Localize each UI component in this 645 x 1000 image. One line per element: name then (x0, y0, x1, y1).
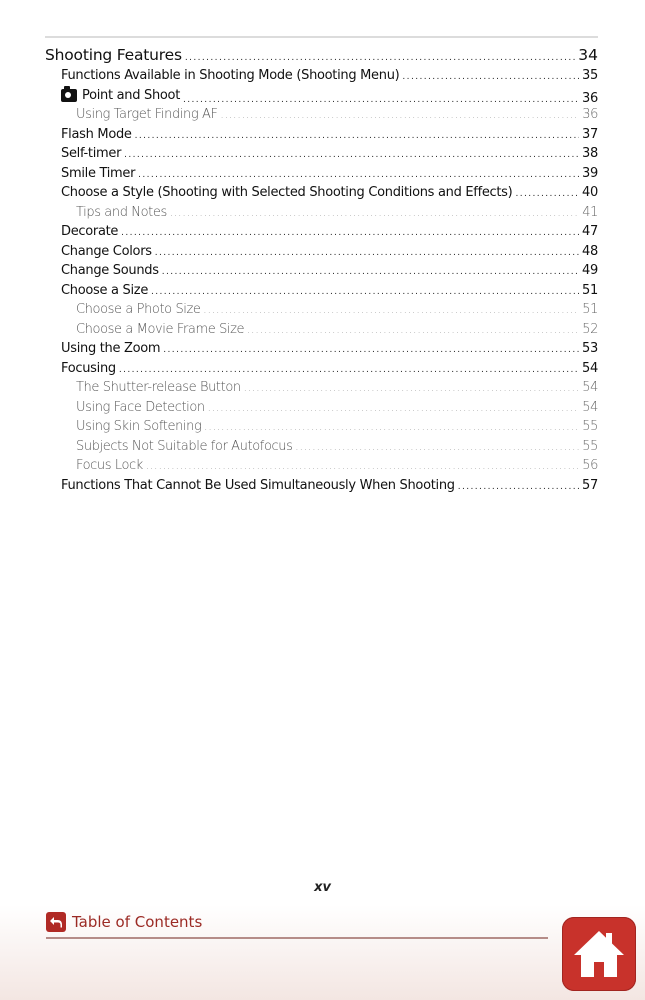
page-number: xv (314, 880, 331, 895)
top-divider (45, 36, 598, 38)
toc-entry[interactable] (45, 300, 598, 320)
toc-entry-label[interactable] (76, 437, 292, 457)
toc-entry-text[interactable]: Focus Lock (76, 458, 143, 473)
footer-divider (46, 937, 548, 939)
toc-entry-label[interactable] (61, 339, 160, 359)
toc-entry-page[interactable]: 54 (582, 380, 598, 395)
toc-entry-page[interactable]: 35 (582, 68, 598, 83)
toc-entry-text[interactable]: The Shutter-release Button (76, 380, 241, 395)
dot-leader (295, 439, 579, 459)
dot-leader (458, 478, 579, 498)
toc-entry-text[interactable]: Choose a Photo Size (76, 302, 201, 317)
dot-leader (204, 302, 580, 322)
dot-leader (515, 185, 579, 205)
toc-entry-text[interactable]: Choose a Movie Frame Size (76, 321, 245, 337)
toc-entry-label[interactable] (76, 203, 167, 223)
toc-entry[interactable] (45, 203, 598, 223)
dot-leader (402, 68, 579, 88)
table-of-contents-list (45, 44, 598, 495)
toc-entry[interactable] (45, 456, 598, 476)
toc-entry-text[interactable]: Choose a Size (61, 282, 149, 298)
toc-entry[interactable] (45, 105, 598, 125)
toc-entry-label[interactable] (61, 164, 135, 184)
dot-leader (135, 127, 579, 147)
toc-entry-text[interactable]: Functions That Cannot Be Used Simultaneously When Shooting (61, 477, 455, 493)
toc-entry[interactable] (45, 44, 598, 66)
toc-entry-text[interactable]: Change Sounds (61, 263, 159, 278)
toc-entry-page[interactable]: 49 (582, 263, 598, 278)
toc-entry-page[interactable]: 34 (578, 46, 598, 64)
table-of-contents-link-label[interactable]: Table of Contents (72, 913, 203, 931)
dot-leader (155, 244, 579, 264)
toc-entry[interactable] (45, 242, 598, 262)
toc-entry[interactable] (45, 476, 598, 496)
toc-entry-text[interactable]: Decorate (61, 224, 119, 239)
toc-entry-label[interactable] (45, 44, 182, 66)
toc-entry-text[interactable]: Using Face Detection (76, 399, 205, 415)
toc-entry-text[interactable]: Using Skin Softening (76, 419, 202, 434)
toc-entry-page[interactable]: 37 (582, 126, 598, 142)
toc-entry[interactable] (45, 417, 598, 437)
toc-entry[interactable] (45, 437, 598, 457)
home-button[interactable] (562, 917, 636, 991)
toc-entry-label[interactable] (76, 398, 205, 418)
dot-leader (162, 263, 579, 283)
toc-entry-page[interactable]: 56 (582, 458, 598, 473)
toc-entry-text[interactable]: Point and Shoot (82, 87, 180, 103)
toc-entry-text[interactable]: Flash Mode (61, 126, 132, 142)
toc-entry-text[interactable]: Tips and Notes (76, 204, 167, 220)
toc-entry-page[interactable]: 36 (582, 90, 598, 106)
toc-entry-page[interactable]: 51 (582, 302, 598, 317)
dot-leader (208, 400, 579, 420)
toc-entry-label[interactable] (61, 144, 121, 164)
toc-entry-label[interactable] (61, 261, 159, 281)
toc-entry-label[interactable] (61, 476, 455, 496)
toc-entry-page[interactable]: 57 (582, 477, 598, 493)
toc-entry[interactable] (45, 222, 598, 242)
toc-entry[interactable] (45, 86, 598, 106)
toc-entry-text[interactable]: Shooting Features (45, 46, 182, 64)
home-icon (570, 927, 628, 981)
toc-entry-label[interactable] (61, 66, 399, 86)
toc-entry[interactable] (45, 66, 598, 86)
toc-entry-label[interactable] (61, 281, 148, 301)
toc-entry-text[interactable]: Functions Available in Shooting Mode (Shooting Menu) (61, 68, 400, 83)
toc-entry-label[interactable] (61, 359, 116, 379)
toc-entry-text[interactable]: Choose a Style (Shooting with Selected Shooting Conditions and Effects) (61, 185, 513, 200)
toc-entry-label[interactable] (76, 320, 244, 340)
toc-entry-page[interactable]: 38 (582, 146, 598, 161)
toc-entry[interactable] (45, 378, 598, 398)
toc-entry-text[interactable]: Using the Zoom (61, 341, 161, 356)
dot-leader (151, 283, 579, 303)
toc-entry[interactable] (45, 339, 598, 359)
toc-entry[interactable] (45, 164, 598, 184)
toc-entry-page[interactable]: 47 (582, 224, 598, 239)
toc-entry-label[interactable] (61, 86, 180, 106)
toc-entry-page[interactable]: 36 (582, 107, 598, 122)
toc-entry-label[interactable] (61, 222, 118, 242)
dot-leader (221, 107, 580, 127)
toc-entry-label[interactable] (76, 456, 143, 476)
toc-entry-page[interactable]: 54 (582, 399, 598, 415)
toc-entry-text[interactable]: Smile Timer (61, 165, 136, 181)
dot-leader (247, 322, 579, 342)
toc-entry-page[interactable]: 48 (582, 243, 598, 259)
toc-entry[interactable] (45, 398, 598, 418)
toc-entry[interactable] (45, 320, 598, 340)
toc-entry-label[interactable] (76, 417, 201, 437)
toc-entry[interactable] (45, 359, 598, 379)
toc-entry[interactable] (45, 281, 598, 301)
toc-entry-page[interactable]: 39 (582, 165, 598, 181)
toc-entry-text[interactable]: Focusing (61, 360, 116, 376)
toc-entry-page[interactable]: 55 (582, 438, 598, 454)
toc-entry-page[interactable]: 52 (582, 321, 598, 337)
toc-entry-label[interactable] (76, 300, 201, 320)
toc-entry-text[interactable]: Using Target Finding AF (76, 107, 218, 122)
toc-entry-label[interactable] (76, 105, 218, 125)
toc-entry-page[interactable]: 40 (582, 185, 598, 200)
toc-entry-page[interactable]: 41 (582, 204, 598, 220)
back-arrow-icon (46, 912, 66, 932)
toc-entry-page[interactable]: 51 (582, 282, 598, 298)
toc-entry[interactable] (45, 261, 598, 281)
toc-entry-text[interactable]: Self-timer (61, 146, 122, 161)
toc-entry-label[interactable] (61, 242, 152, 262)
camera-icon (61, 89, 77, 102)
toc-entry-page[interactable]: 55 (582, 419, 598, 434)
toc-entry-label[interactable] (61, 125, 132, 145)
toc-entry-text[interactable]: Subjects Not Suitable for Autofocus (76, 438, 293, 454)
dot-leader (124, 146, 579, 166)
dot-leader (163, 341, 579, 361)
toc-entry-page[interactable]: 54 (582, 360, 598, 376)
dot-leader (121, 224, 579, 244)
toc-entry[interactable] (45, 125, 598, 145)
table-of-contents-link[interactable] (46, 912, 202, 932)
toc-entry-text[interactable]: Change Colors (61, 243, 152, 259)
toc-entry-label[interactable] (76, 378, 241, 398)
toc-entry[interactable] (45, 183, 598, 203)
dot-leader (244, 380, 580, 400)
toc-entry[interactable] (45, 144, 598, 164)
dot-leader (170, 205, 579, 225)
toc-entry-page[interactable]: 53 (582, 341, 598, 356)
toc-entry-label[interactable] (61, 183, 512, 203)
